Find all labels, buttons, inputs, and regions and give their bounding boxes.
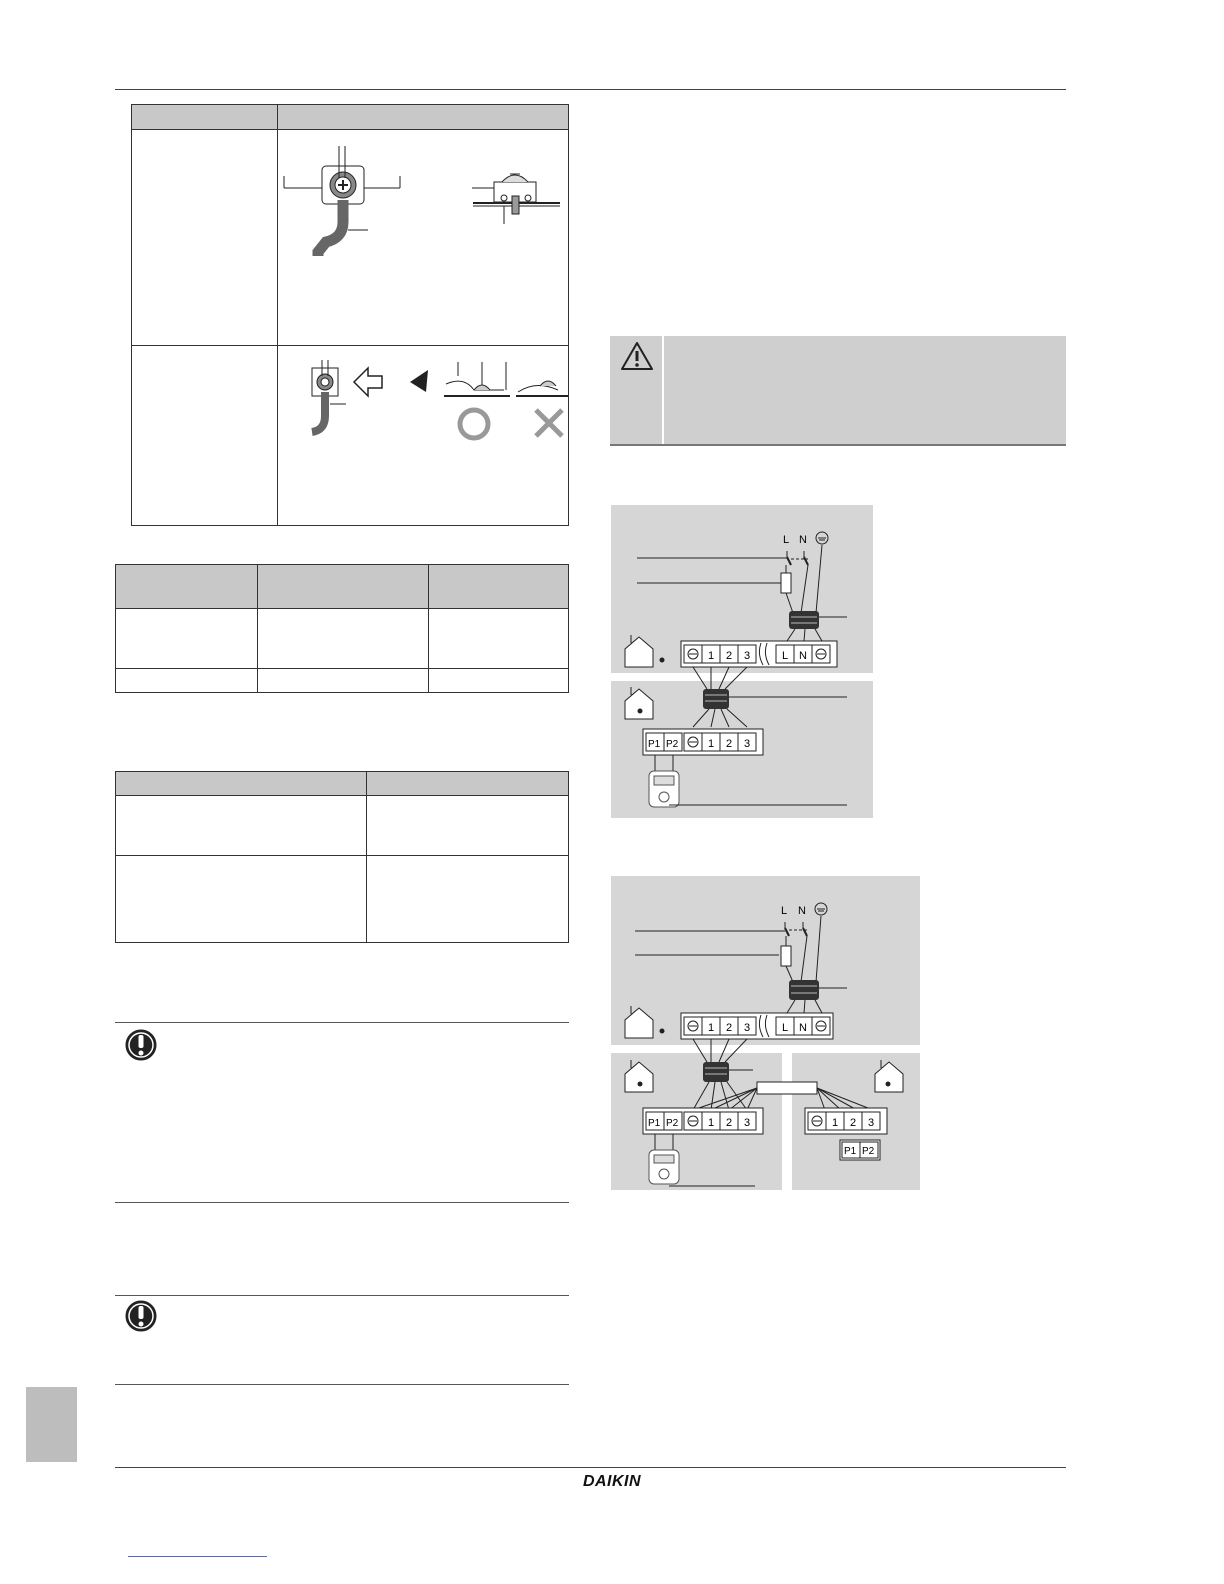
- terminal-label: 2: [726, 650, 733, 662]
- table-row: [132, 346, 569, 526]
- terminal-label: L: [782, 650, 789, 662]
- table-cell: [278, 130, 569, 346]
- terminal-label: 2: [850, 1117, 857, 1129]
- terminal-connection-table: [131, 104, 569, 526]
- table-cell: [258, 669, 429, 693]
- remote-terminal-label: P1: [648, 1118, 661, 1129]
- wiring-diagram-single: [611, 505, 873, 818]
- terminal-label: 3: [744, 1117, 751, 1129]
- terminal-label: 2: [726, 738, 733, 750]
- table-cell: [258, 609, 429, 669]
- terminal-label: 1: [708, 1117, 715, 1129]
- footer-rule: [115, 1467, 1066, 1468]
- terminal-mounting-illustration: [278, 346, 568, 446]
- notice-box: [115, 1295, 569, 1385]
- remote-terminal-label: P2: [666, 739, 679, 750]
- remote-terminal-label: P2: [666, 1118, 679, 1129]
- terminal-label: N: [799, 650, 807, 662]
- terminal-label: L: [782, 1022, 789, 1034]
- table-cell: [116, 796, 367, 856]
- table-cell: [116, 609, 258, 669]
- terminal-label: 3: [868, 1117, 875, 1129]
- remote-terminal-label: P1: [648, 739, 661, 750]
- daikin-logo: [552, 1469, 672, 1491]
- bottom-link-underline[interactable]: [128, 1556, 267, 1557]
- indoor-house-icon: [875, 1062, 903, 1092]
- table-cell: [429, 609, 569, 669]
- table-cell: [132, 346, 278, 526]
- table-header-cell: [367, 772, 569, 796]
- remote-terminal-label: P2: [862, 1146, 875, 1157]
- power-label-l: L: [781, 905, 788, 917]
- table-cell: [132, 130, 278, 346]
- table-row: [116, 609, 569, 669]
- table-header-row: [116, 565, 569, 609]
- table-row: [116, 669, 569, 693]
- table-header-row: [116, 772, 569, 796]
- table-header-cell: [278, 105, 569, 130]
- exclamation-circle-icon: [124, 1299, 158, 1333]
- terminal-label: 2: [726, 1022, 733, 1034]
- outdoor-house-icon: [625, 637, 653, 667]
- circle-ok-icon: [460, 410, 488, 438]
- power-label-n: N: [799, 534, 807, 546]
- requirements-table: [115, 771, 569, 943]
- terminal-label: 2: [726, 1117, 733, 1129]
- warning-box: [610, 336, 1066, 446]
- table-row: [116, 796, 569, 856]
- terminal-label: 3: [744, 1022, 751, 1034]
- table-header-cell: [429, 565, 569, 609]
- remote-terminal-label: P1: [844, 1146, 857, 1157]
- table-cell: [116, 856, 367, 943]
- notice-box: [115, 1022, 569, 1203]
- table-row: [116, 856, 569, 943]
- specification-table: [115, 564, 569, 693]
- chapter-tab: [26, 1387, 77, 1462]
- table-header-row: [132, 105, 569, 130]
- table-header-cell: [116, 772, 367, 796]
- brand-name: DAIKIN: [582, 1473, 642, 1490]
- wiring-diagram-svg: [611, 505, 873, 818]
- terminal-label: 1: [708, 738, 715, 750]
- wiring-diagram-multi: [611, 876, 920, 1190]
- table-cell: [278, 346, 569, 526]
- terminal-label: 1: [832, 1117, 839, 1129]
- table-cell: [116, 669, 258, 693]
- header-rule: [115, 89, 1066, 90]
- indoor-house-icon: [625, 1062, 653, 1092]
- power-label-n: N: [798, 905, 806, 917]
- outdoor-house-icon: [625, 1008, 653, 1038]
- terminal-label: 3: [744, 738, 751, 750]
- table-cell: [367, 856, 569, 943]
- indoor-house-icon: [625, 689, 653, 719]
- wiring-diagram-svg: [611, 876, 920, 1190]
- terminal-label: 3: [744, 650, 751, 662]
- table-cell: [367, 796, 569, 856]
- table-header-cell: [258, 565, 429, 609]
- table-cell: [429, 669, 569, 693]
- terminal-wiring-illustration: [278, 130, 568, 280]
- terminal-label: 1: [708, 650, 715, 662]
- exclamation-circle-icon: [124, 1028, 158, 1062]
- terminal-label: N: [799, 1022, 807, 1034]
- table-header-cell: [132, 105, 278, 130]
- table-header-cell: [116, 565, 258, 609]
- power-label-l: L: [783, 534, 790, 546]
- table-row: [132, 130, 569, 346]
- warning-triangle-icon: [620, 340, 654, 372]
- terminal-label: 1: [708, 1022, 715, 1034]
- warning-divider: [662, 336, 664, 444]
